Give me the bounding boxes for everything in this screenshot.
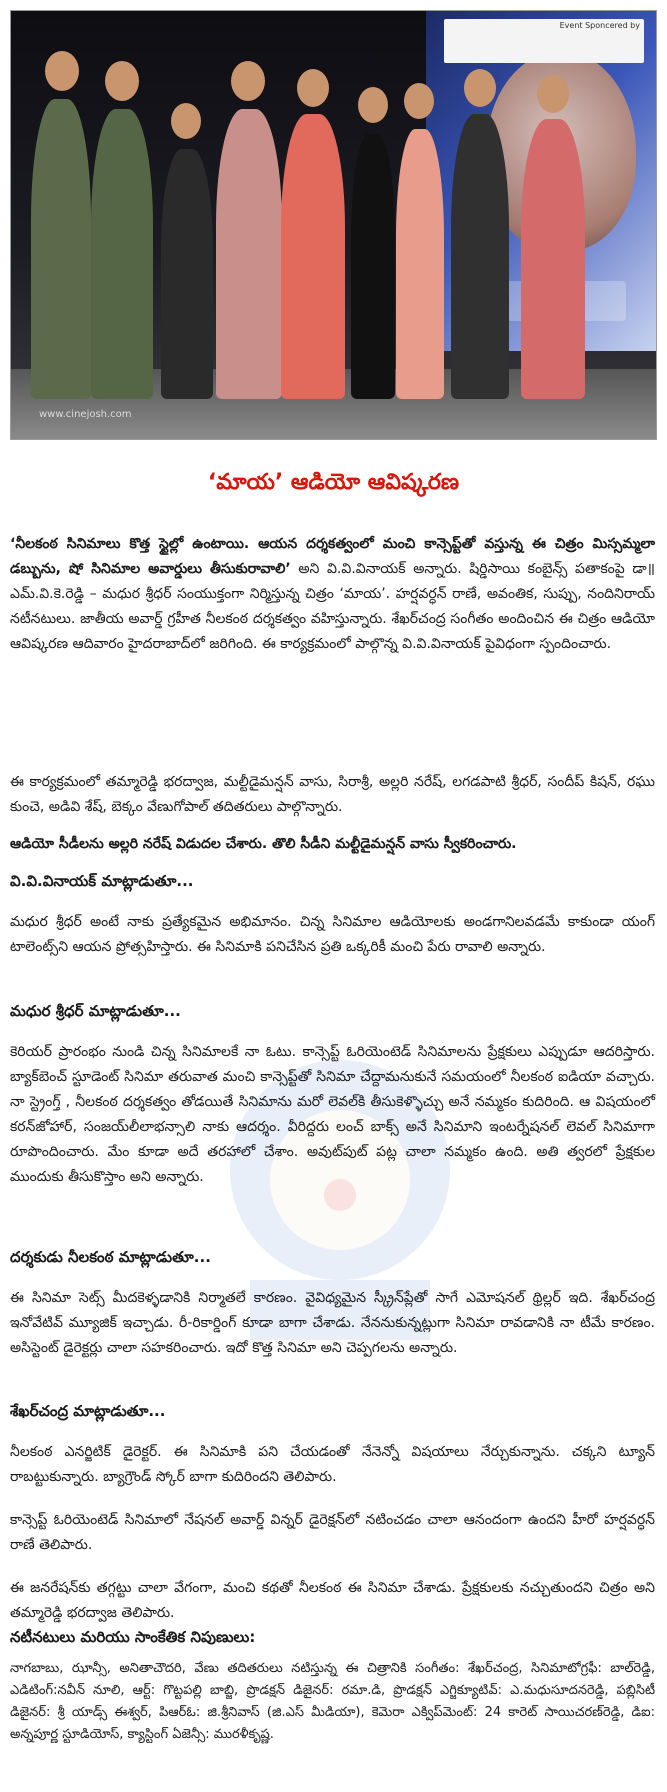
person-figure: [281, 114, 345, 399]
guests-paragraph: ఈ కార్యక్రమంలో తమ్మారెడ్డి భరద్వాజ, మల్టీడైమన్షన్‌ వాసు, సిరాశ్రీ, అల్లరి నరేష్‌, లగడపాటి శ్రీధర్‌, సందీప్‌ కిషన్‌, రఘు కుంచె, అడివి శేష్‌, బెక్కం వేణుగోపాల్‌ తదితరులు పాల్గొన్నారు.: [10, 774, 655, 815]
section-paragraph: కాన్సెప్ట్‌ ఓరియెంటెడ్‌ సినిమాలో నేషనల్‌ అవార్డ్‌ విన్నర్‌ డైరెక్షన్‌లో నటించడం చాలా ఆనందంగా ఉందని హీరో హర్షవర్ధన్‌ రాణే తెలిపారు.: [10, 1512, 655, 1553]
person-head: [45, 51, 79, 91]
section-paragraph: కెరియర్‌ ప్రారంభం నుండి చిన్న సినిమాలకే నా ఓటు. కాన్సెప్ట్‌ ఓరియెంటెడ్‌ సినిమాలను ప్రేక్షకులు ఎప్పుడూ ఆదరిస్తారు. బ్యాక్‌బెంచ్‌ స్టూడెంట్‌ సినిమా తరువాత మంచి కాన్సెప్ట్‌తో సినిమా చేద్దామనుకునే సమయంలో నీలకంఠ ఐడియా వచ్చారు. నా స్ట్రెంగ్త్‌ , నీలకంఠ దర్శకత్వం తోడయితే సినిమాను మరో లెవల్‌కి తీసుకెళ్ళొచ్చు అనే నమ్మకం కుదిరింది. ఆ విషయంలో కరన్‌జోహార్‌, సంజయ్‌లీలాభన్సాలి నాకు ఆదర్శం. వీరిద్దరు లంచ్‌ బాక్స్‌ అనే సినిమాని ఇంటర్నేషనల్‌ లెవల్‌ సినిమాగా రూపొందించారు. మేం కూడా అదే తరహాలో చేశాం. అవుట్‌పుట్‌ పట్ల చాలా నమ్మకం ఉంది. అతి త్వరలో ప్రేక్షకుల ముందుకు తీసుకొస్తాం అని అన్నారు.: [10, 1044, 655, 1185]
person-figure: [31, 99, 91, 399]
section-heading: వి.వి.వినాయక్‌ మాట్లాడుతూ...: [10, 872, 194, 890]
person-head: [171, 103, 201, 139]
person-head: [358, 87, 388, 123]
photo-watermark: www.cinejosh.com: [39, 409, 132, 420]
event-photo: [10, 10, 657, 440]
intro-quote: ‘నీలకంఠ సినిమాలు కొత్త స్టైల్లో ఉంటాయి. ఆయన దర్శకత్వంలో మంచి కాన్సెప్ట్‌తో వస్తున్న ఈ చిత్రం మిస్సమ్మలా డబ్బును, షో సినిమాల అవార్డులు తీసుకురావాలి’: [10, 536, 655, 577]
person-head: [464, 69, 496, 107]
section-paragraph: నాగబాబు, ఝాన్సీ, అనితాచౌదరి, వేణు తదితరులు నటిస్తున్న ఈ చిత్రానికి సంగీతం: శేఖర్‌చంద్ర, సినిమాటోగ్రఫీ: బాల్‌రెడ్డి, ఎడిటింగ్‌:నవీన్‌ నూలి, ఆర్ట్‌: గొట్టపల్లి బాబ్జి, ప్రొడక్షన్‌ డిజైనర్‌: రమా.డి, ప్రొడక్షన్‌ ఎగ్జిక్యూటివ్‌: ఎ.మధుసూదనరెడ్డి, పబ్లిసిటీ డిజైనర్‌: శ్రీ యాడ్స్‌ ఈశ్వర్‌, పిఆర్‌ఓ: జి.శ్రీనివాస్‌ (జి.ఎస్‌ మీడియా), కెమెరా ఎక్విప్‌మెంట్‌: 24 కారెట్‌ సాయిచరణ్‌రెడ్డి, డిఐ: అన్నపూర్ణ స్టూడియోస్‌, క్యాస్టింగ్‌ ఏజెన్సీ: మురళీకృష్ణ.: [10, 1661, 655, 1742]
intro-text: అని వి.వి.వినాయక్‌ అన్నారు. షిర్డిసాయి కంబైన్స్‌ పతాకంపై డా॥ ఎమ్‌.వి.కె.రెడ్డి – మధుర శ్రీధర్‌ సంయుక్తంగా నిర్మిస్తున్న చిత్రం ‘మాయ’. హర్షవర్ధన్‌ రాణే, అవంతిక, సుప్పు, నందినిరాయ్‌ నటీనటులు. జాతీయ అవార్డ్‌ గ్రహీత నీలకంఠ దర్శకత్వం వహిస్తున్నారు. శేఖర్‌చంద్ర సంగీతం అందించిన ఈ చిత్రం ఆడియో ఆవిష్కరణ ఆదివారం హైదరాబాద్‌లో జరిగింది. ఈ కార్యక్రమంలో పాల్గొన్న వి.వి.వినాయక్‌ పైవిధంగా స్పందించారు.: [10, 561, 655, 652]
person-head: [297, 69, 329, 107]
sponsor-label: Event Sponcered by: [559, 21, 640, 30]
person-figure: [91, 109, 153, 399]
section-heading: శేఖర్‌చంద్ర మాట్లాడుతూ...: [10, 1402, 166, 1420]
person-head: [404, 83, 434, 119]
article-intro: [10, 532, 655, 657]
person-figure: [521, 119, 585, 399]
article-headline: ‘మాయ’ ఆడియో ఆవిష్కరణ: [207, 470, 460, 495]
section-heading: దర్శకుడు నీలకంఠ మాట్లాడుతూ...: [10, 1248, 211, 1266]
person-head: [105, 61, 139, 101]
section-paragraph: ఈ జనరేషన్‌కు తగ్గట్టు చాలా వేగంగా, మంచి కథతో నీలకంఠ ఈ సినిమా చేశాడు. ప్రేక్షకులకు నచ్చుతుందని చిత్రం అని తమ్మారెడ్డి భరద్వాజ తెలిపారు.: [10, 1580, 655, 1621]
person-figure: [396, 129, 444, 399]
section-heading: నటీనటులు మరియు సాంకేతిక నిపుణులు:: [10, 1628, 256, 1646]
section-heading: మధుర శ్రీధర్‌ మాట్లాడుతూ...: [10, 1002, 181, 1020]
person-figure: [451, 114, 509, 399]
release-line: ఆడియో సీడీలను అల్లరి నరేష్‌ విడుదల చేశారు. తొలి సీడీని మల్టీడైమన్షన్‌ వాసు స్వీకరించారు.: [10, 836, 517, 852]
section-paragraph: మధుర శ్రీధర్‌ అంటే నాకు ప్రత్యేకమైన అభిమానం. చిన్న సినిమాల ఆడియోలకు అండగానిలవడమే కాకుండా యంగ్‌ టాలెంట్స్‌ని ఆయన ప్రోత్సహిస్తారు. ఈ సినిమాకి పనిచేసిన ప్రతి ఒక్కరికీ మంచి పేరు రావాలి అన్నారు.: [10, 914, 655, 955]
person-figure: [351, 134, 395, 399]
person-head: [537, 75, 569, 113]
person-figure: [161, 149, 213, 399]
section-paragraph: ఈ సినిమా సెట్స్‌ మీదకెళ్ళడానికి నిర్మాతలే కారణం. వైవిధ్యమైన స్క్రీన్‌ప్లేతో సాగే ఎమోషనల్‌ థ్రిల్లర్‌ ఇది. శేఖర్‌చంద్ర ఇనోవేటివ్‌ మ్యూజిక్‌ ఇచ్చాడు. రీ-రికార్డింగ్‌ కూడా బాగా చేశాడు. నేననుకున్నట్లుగా సినిమా రావడానికి నా టీమే కారణం. అసిస్టెంట్‌ డైరెక్టర్లు చాలా సహకరించారు. ఇదో కొత్త సినిమా అని చెప్పగలను అన్నారు.: [10, 1290, 655, 1356]
section-paragraph: నీలకంఠ ఎనర్జిటిక్‌ డైరెక్టర్‌. ఈ సినిమాకి పని చేయడంతో నేనెన్నో విషయాలు నేర్చుకున్నాను. చక్కని ట్యూన్‌ రాబట్టుకున్నారు. బ్యాగ్రౌండ్‌ స్కోర్‌ బాగా కుదిరిందని తెలిపారు.: [10, 1444, 655, 1485]
person-head: [231, 61, 265, 101]
person-figure: [216, 109, 282, 399]
